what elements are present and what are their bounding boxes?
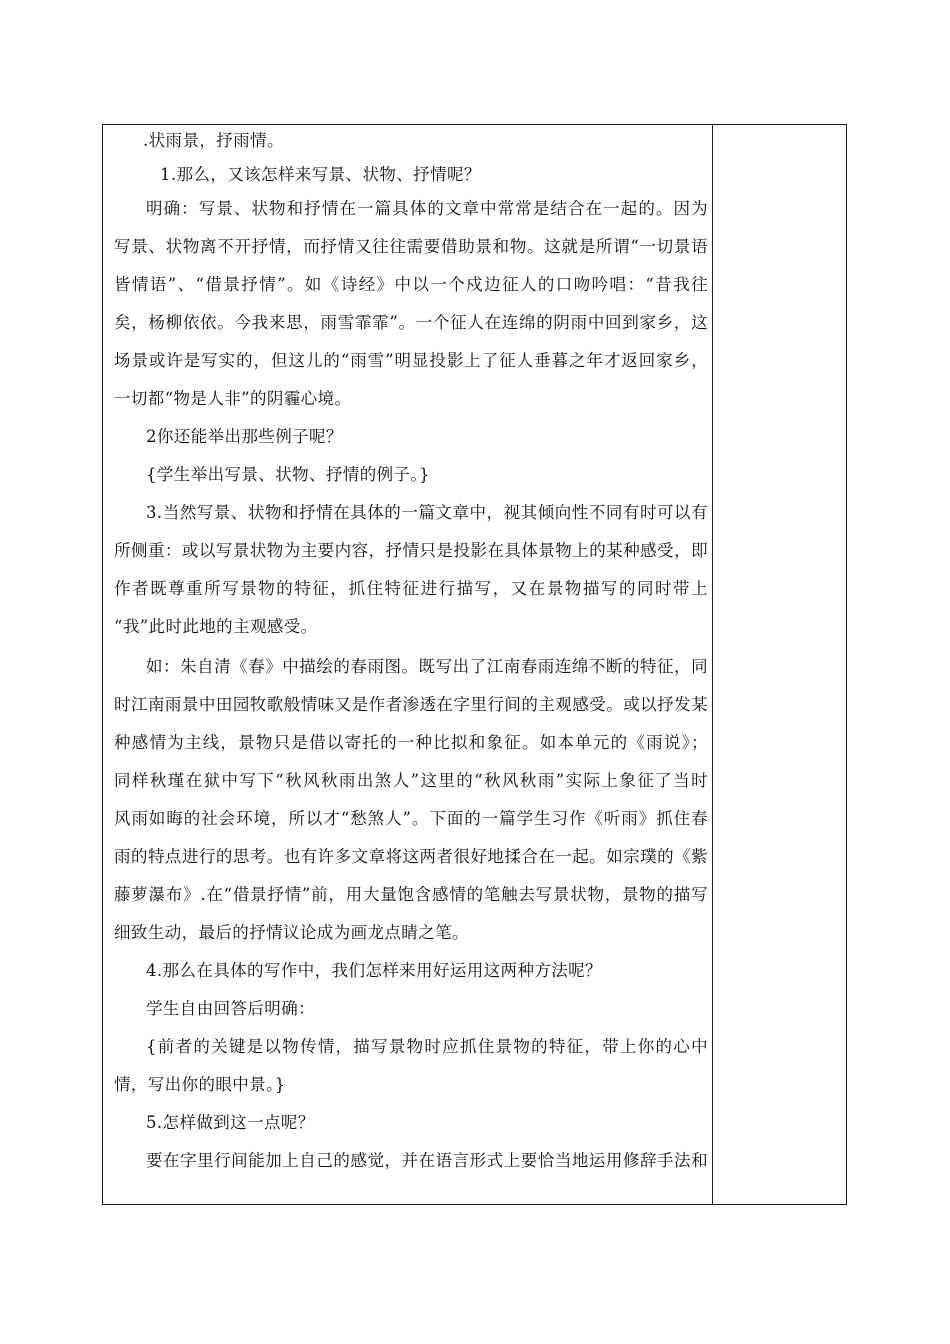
text-line: 时江南雨景中田园牧歌般情味又是作者渗透在字里行间的主观感受。或以抒发某 (114, 695, 708, 714)
text-line: 写景、状物离不开抒情，而抒情又往往需要借助景和物。这就是所谓“一切景语 (114, 237, 708, 256)
text-line: .状雨景，抒雨情。 (143, 131, 284, 150)
text-line: 风雨如晦的社会环境，所以才“愁煞人”。下面的一篇学生习作《听雨》抓住春 (114, 809, 708, 828)
text-line: 1.那么，又该怎样来写景、状物、抒情呢？ (160, 165, 481, 184)
text-line: 矣，杨柳依依。今我来思，雨雪霏霏”。一个征人在连绵的阴雨中回到家乡，这 (114, 313, 708, 332)
text-line: {学生举出写景、状物、抒情的例子。} (146, 465, 430, 484)
text-line: 同样秋瑾在狱中写下“秋风秋雨出煞人”这里的“秋风秋雨”实际上象征了当时 (114, 771, 708, 790)
text-line: 2你还能举出那些例子呢？ (146, 427, 343, 446)
text-line: 要在字里行间能加上自己的感觉，并在语言形式上要恰当地运用修辞手法和 (146, 1151, 708, 1170)
text-line: {前者的关键是以物传情，描写景物时应抓住景物的特征，带上你的心中 (146, 1037, 708, 1056)
text-line: 3.当然写景、状物和抒情在具体的一篇文章中，视其倾向性不同有时可以有 (146, 503, 708, 522)
text-line: 明确：写景、状物和抒情在一篇具体的文章中常常是结合在一起的。因为 (146, 199, 708, 218)
text-line: 4.那么在具体的写作中，我们怎样来用好运用这两种方法呢？ (146, 961, 602, 980)
text-line: 藤萝瀑布》.在“借景抒情”前，用大量饱含感情的笔触去写景状物，景物的描写 (114, 885, 708, 904)
text-line: 5.怎样做到这一点呢？ (146, 1113, 315, 1132)
notes-cell (714, 125, 845, 1203)
text-line: “我”此时此地的主观感受。 (114, 617, 318, 636)
text-line: 如：朱自清《春》中描绘的春雨图。既写出了江南春雨连绵不断的特征，同 (146, 657, 708, 676)
text-line: 情，写出你的眼中景。} (114, 1075, 286, 1094)
text-line: 种感情为主线，景物只是借以寄托的一种比拟和象征。如本单元的《雨说》； (114, 733, 708, 752)
text-line: 所侧重：或以写景状物为主要内容，抒情只是投影在具体景物上的某种感受，即 (114, 541, 708, 560)
text-line: 场景或许是写实的，但这儿的“雨雪”明显投影上了征人垂暮之年才返回家乡， (114, 351, 708, 370)
text-line: 一切都“物是人非”的阴霾心境。 (114, 389, 352, 408)
text-line: 皆情语”、“借景抒情”。如《诗经》中以一个戍边征人的口吻吟唱：“昔我往 (114, 275, 708, 294)
column-divider (712, 124, 713, 1205)
text-line: 学生自由回答后明确： (146, 999, 315, 1018)
text-line: 细致生动，最后的抒情议论成为画龙点睛之笔。 (114, 923, 469, 942)
text-line: 作者既尊重所写景物的特征，抓住特征进行描写，又在景物描写的同时带上 (114, 579, 708, 598)
text-line: 雨的特点进行的思考。也有许多文章将这两者很好地揉合在一起。如宗璞的《紫 (114, 847, 708, 866)
